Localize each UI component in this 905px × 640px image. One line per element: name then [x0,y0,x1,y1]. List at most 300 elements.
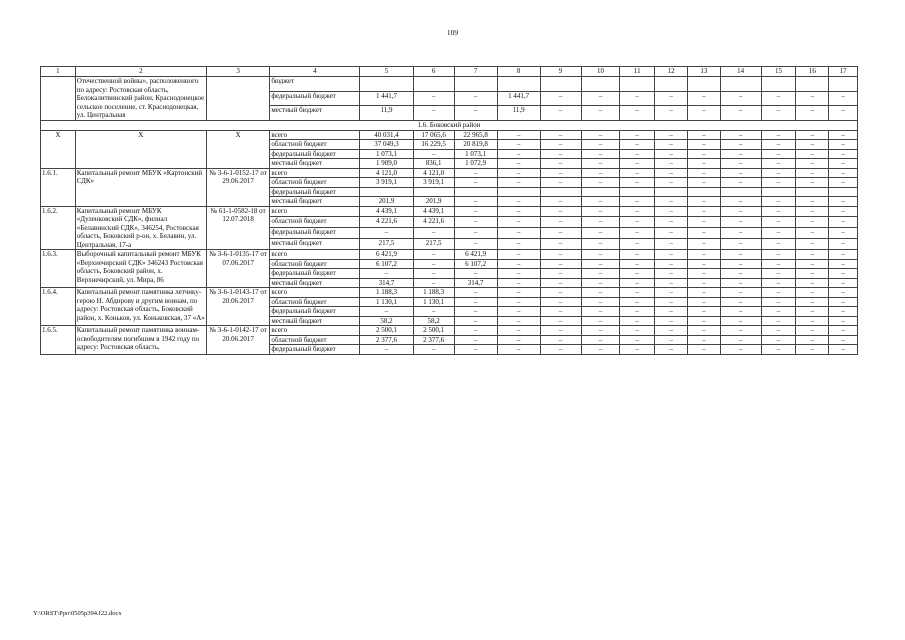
amount-cell: – [454,326,497,336]
amount-cell: – [581,307,620,317]
amount-cell: – [655,149,688,159]
amount-cell: – [620,316,655,326]
amount-cell: – [720,140,761,150]
amount-cell: – [581,206,620,217]
amount-cell: – [620,297,655,307]
amount-cell: – [655,345,688,355]
amount-cell: – [620,269,655,279]
amount-cell: – [720,297,761,307]
amount-cell: 6 421,9 [360,250,413,260]
amount-cell: – [687,307,720,317]
amount-cell: – [454,106,497,121]
amount-cell: – [620,168,655,178]
amount-cell: – [655,217,688,228]
amount-cell: – [655,307,688,317]
amount-cell: 4 121,0 [413,168,454,178]
amount-cell: – [796,278,829,288]
amount-cell: – [581,130,620,140]
amount-cell: – [761,228,796,239]
amount-cell: – [796,250,829,260]
amount-cell: – [655,250,688,260]
amount-cell [497,77,540,92]
summary-row [41,130,858,140]
amount-cell: – [720,217,761,228]
amount-cell: 4 221,6 [413,217,454,228]
amount-cell: – [454,297,497,307]
amount-cell: – [761,130,796,140]
column-number-cell: 3 [206,67,269,77]
amount-cell: 1 130,1 [360,297,413,307]
amount-cell [360,77,413,92]
budget-type-cell: областной бюджет [270,178,360,188]
budget-type-cell: федеральный бюджет [270,269,360,279]
column-number-cell: 14 [720,67,761,77]
amount-cell: – [655,278,688,288]
amount-cell: 1 073,1 [360,149,413,159]
amount-cell: – [829,106,858,121]
amount-cell: – [413,228,454,239]
amount-cell: – [454,345,497,355]
amount-cell: – [360,228,413,239]
amount-cell: – [796,345,829,355]
table-row [41,326,858,336]
amount-cell: 1 441,7 [360,91,413,106]
amount-cell: – [620,159,655,169]
column-number-cell: 11 [620,67,655,77]
amount-cell: – [720,130,761,140]
amount-cell: – [761,288,796,298]
amount-cell: 4 121,0 [360,168,413,178]
amount-cell: – [829,269,858,279]
amount-cell: – [687,149,720,159]
amount-cell: – [687,269,720,279]
amount-cell: – [454,178,497,188]
amount-cell: – [761,259,796,269]
amount-cell: – [829,178,858,188]
amount-cell: – [497,159,540,169]
item-number-cell: 1.6.4. [41,288,76,326]
amount-cell: – [655,259,688,269]
budget-type-cell: местный бюджет [270,278,360,288]
amount-cell: – [540,297,581,307]
district-row [41,120,858,130]
amount-cell: – [454,206,497,217]
amount-cell: – [796,297,829,307]
amount-cell: – [720,106,761,121]
amount-cell: – [620,206,655,217]
budget-type-cell: всего [270,326,360,336]
amount-cell: 2 377,6 [413,335,454,345]
amount-cell: – [497,250,540,260]
amount-cell [720,77,761,92]
amount-cell: – [620,345,655,355]
budget-type-cell: всего [270,250,360,260]
amount-cell: – [581,159,620,169]
amount-cell: – [687,217,720,228]
amount-cell: – [581,168,620,178]
amount-cell [454,187,497,197]
amount-cell: – [540,168,581,178]
amount-cell: – [655,168,688,178]
amount-cell: – [497,149,540,159]
amount-cell: – [497,178,540,188]
amount-cell [413,187,454,197]
table-row [41,168,858,178]
budget-type-cell: областной бюджет [270,217,360,228]
amount-cell: – [581,178,620,188]
amount-cell: – [454,307,497,317]
amount-cell: – [540,288,581,298]
amount-cell: – [796,178,829,188]
amount-cell: – [796,159,829,169]
amount-cell: – [620,130,655,140]
amount-cell: 836,1 [413,159,454,169]
amount-cell: – [720,316,761,326]
document-cell: № 61-1-0582-18 от 12.07.2018 [206,206,269,250]
item-number-cell: 1.6.1. [41,168,76,206]
amount-cell: 1 072,9 [454,159,497,169]
amount-cell: – [655,239,688,250]
amount-cell: – [620,259,655,269]
amount-cell: – [497,307,540,317]
amount-cell: – [687,297,720,307]
budget-type-cell: федеральный бюджет [270,228,360,239]
amount-cell: – [540,197,581,207]
amount-cell: – [540,217,581,228]
amount-cell: – [796,168,829,178]
amount-cell: – [720,250,761,260]
budget-type-cell: всего [270,206,360,217]
amount-cell: – [413,307,454,317]
amount-cell: – [540,259,581,269]
amount-cell: – [581,91,620,106]
amount-cell: – [581,217,620,228]
amount-cell: – [497,288,540,298]
amount-cell: – [581,140,620,150]
amount-cell: – [687,335,720,345]
budget-table [40,66,858,355]
table-row [41,77,858,92]
amount-cell: – [540,178,581,188]
amount-cell: – [497,345,540,355]
amount-cell [581,187,620,197]
budget-type-cell: местный бюджет [270,106,360,121]
amount-cell: – [413,106,454,121]
district-title: 1.6. Боковский район [41,120,858,130]
amount-cell: – [581,269,620,279]
document-cell: № 3-6-1-0143-17 от 20.06.2017 [206,288,269,326]
amount-cell [687,187,720,197]
amount-cell: – [687,168,720,178]
amount-cell: – [620,91,655,106]
budget-type-cell: местный бюджет [270,239,360,250]
amount-cell: 1 073,1 [454,149,497,159]
amount-cell: – [687,140,720,150]
amount-cell: – [540,250,581,260]
amount-cell: – [829,217,858,228]
budget-type-cell: областной бюджет [270,140,360,150]
amount-cell: – [796,149,829,159]
amount-cell: – [620,250,655,260]
amount-cell: – [761,307,796,317]
amount-cell: – [540,206,581,217]
column-number-cell: 2 [75,67,206,77]
amount-cell: – [687,197,720,207]
amount-cell: – [796,140,829,150]
amount-cell: – [540,326,581,336]
amount-cell [655,77,688,92]
amount-cell: – [796,335,829,345]
amount-cell: – [796,228,829,239]
amount-cell: – [720,91,761,106]
amount-cell: – [497,316,540,326]
amount-cell: – [761,326,796,336]
amount-cell: – [454,168,497,178]
amount-cell: – [540,91,581,106]
amount-cell: 4 439,1 [360,206,413,217]
amount-cell: – [540,269,581,279]
amount-cell: – [655,269,688,279]
amount-cell: 11,9 [360,106,413,121]
budget-type-cell: областной бюджет [270,259,360,269]
amount-cell: – [687,316,720,326]
amount-cell: – [581,197,620,207]
amount-cell: – [497,197,540,207]
amount-cell: – [497,297,540,307]
amount-cell: – [454,217,497,228]
amount-cell: – [829,297,858,307]
table-row [41,288,858,298]
amount-cell: – [761,269,796,279]
amount-cell: – [655,197,688,207]
table-row [41,206,858,217]
amount-cell: 37 049,3 [360,140,413,150]
object-name-cell: Выборочный капитальный ремонт МБУК «Верхнечирский СДК» 346243 Ростовская область, Боковский район, х. Верхнечирский, ул. Мира, 86 [75,250,206,288]
amount-cell: – [655,106,688,121]
amount-cell: – [687,228,720,239]
amount-cell: – [655,178,688,188]
amount-cell: – [720,149,761,159]
amount-cell: – [454,288,497,298]
amount-cell: 1 188,3 [360,288,413,298]
amount-cell: – [655,326,688,336]
amount-cell [720,187,761,197]
amount-cell: – [829,130,858,140]
amount-cell: – [620,278,655,288]
amount-cell [796,77,829,92]
amount-cell: – [796,269,829,279]
amount-cell: 2 500,1 [360,326,413,336]
amount-cell: 1 130,1 [413,297,454,307]
amount-cell: – [720,326,761,336]
amount-cell: – [720,159,761,169]
object-name-cell: Капитальный ремонт памятника воинам-освободителям погибшим в 1942 году по адресу: Ростовская область, [75,326,206,355]
budget-type-cell: всего [270,168,360,178]
amount-cell: – [687,91,720,106]
amount-cell: – [655,91,688,106]
amount-cell: – [360,307,413,317]
amount-cell: – [761,250,796,260]
amount-cell: 201,9 [360,197,413,207]
amount-cell: – [829,307,858,317]
amount-cell: – [720,228,761,239]
amount-cell: – [540,278,581,288]
amount-cell: – [497,335,540,345]
budget-type-cell: федеральный бюджет [270,187,360,197]
amount-cell: – [796,197,829,207]
object-name-cell: Отечественной войны», расположенного по адресу: Ростовская область, Белокалитвинский район, Краснодонецкое сельское поселение, ст. Краснодонецкая, ул. Центральная [75,77,206,121]
amount-cell: – [761,159,796,169]
amount-cell: – [687,206,720,217]
amount-cell: – [761,239,796,250]
amount-cell: – [761,297,796,307]
amount-cell: – [761,278,796,288]
amount-cell: – [796,130,829,140]
amount-cell: – [761,206,796,217]
amount-cell [620,77,655,92]
amount-cell: – [761,91,796,106]
amount-cell: – [620,288,655,298]
amount-cell [454,77,497,92]
amount-cell: 6 421,9 [454,250,497,260]
amount-cell: – [497,140,540,150]
amount-cell: – [413,250,454,260]
amount-cell: – [761,197,796,207]
amount-cell: – [454,316,497,326]
page-number: 109 [446,28,459,37]
amount-cell [687,77,720,92]
object-name-cell: Капитальный ремонт МБУК «Дуленковский СДК», филиал «Белавинский СДК», 346254, Ростовская область, Боковский р-он, х. Белавин, ул. Центральная, 17-а [75,206,206,250]
amount-cell: 1 188,3 [413,288,454,298]
amount-cell: 58,2 [360,316,413,326]
column-number-cell: 6 [413,67,454,77]
amount-cell: – [796,106,829,121]
amount-cell: – [761,140,796,150]
summary-x-cell: Х [41,130,76,168]
amount-cell: – [829,159,858,169]
item-number-cell: 1.6.2. [41,206,76,250]
amount-cell: – [829,239,858,250]
amount-cell: – [540,335,581,345]
amount-cell: – [655,130,688,140]
column-number-cell: 17 [829,67,858,77]
amount-cell: 6 107,2 [360,259,413,269]
budget-type-cell: федеральный бюджет [270,149,360,159]
amount-cell: – [581,297,620,307]
column-number-cell: 13 [687,67,720,77]
amount-cell: – [829,316,858,326]
amount-cell: – [720,345,761,355]
amount-cell: 20 819,8 [454,140,497,150]
amount-cell: – [655,140,688,150]
amount-cell: – [796,288,829,298]
amount-cell: – [687,345,720,355]
amount-cell: – [655,228,688,239]
amount-cell: – [796,239,829,250]
amount-cell: – [761,345,796,355]
amount-cell: – [497,269,540,279]
column-number-row [41,67,858,77]
column-number-cell: 5 [360,67,413,77]
amount-cell: – [620,239,655,250]
amount-cell: – [829,168,858,178]
amount-cell: – [454,335,497,345]
amount-cell: 201,9 [413,197,454,207]
table-body [41,67,858,355]
amount-cell: – [720,178,761,188]
amount-cell: – [796,326,829,336]
amount-cell [360,187,413,197]
amount-cell: – [720,206,761,217]
amount-cell: 314,7 [360,278,413,288]
amount-cell: – [581,326,620,336]
amount-cell: – [497,217,540,228]
amount-cell: 3 919,1 [360,178,413,188]
amount-cell: 217,5 [360,239,413,250]
amount-cell: 17 065,6 [413,130,454,140]
column-number-cell: 10 [581,67,620,77]
amount-cell: – [655,297,688,307]
amount-cell: – [540,228,581,239]
amount-cell: – [620,178,655,188]
amount-cell: – [720,269,761,279]
amount-cell: – [829,326,858,336]
amount-cell: 2 500,1 [413,326,454,336]
budget-type-cell: бюджет [270,77,360,92]
amount-cell: 1 909,0 [360,159,413,169]
amount-cell: 2 377,6 [360,335,413,345]
column-number-cell: 1 [41,67,76,77]
amount-cell: – [581,228,620,239]
amount-cell: 217,5 [413,239,454,250]
amount-cell: – [581,278,620,288]
amount-cell: – [829,335,858,345]
amount-cell: – [655,335,688,345]
amount-cell: – [720,168,761,178]
column-number-cell: 16 [796,67,829,77]
document-cell: № 3-6-1-0152-17 от 29.06.2017 [206,168,269,206]
column-number-cell: 4 [270,67,360,77]
column-number-cell: 7 [454,67,497,77]
amount-cell: – [413,91,454,106]
amount-cell: – [497,239,540,250]
amount-cell: – [540,307,581,317]
amount-cell: – [454,197,497,207]
amount-cell: – [454,91,497,106]
amount-cell: – [620,326,655,336]
amount-cell: 22 965,8 [454,130,497,140]
object-name-cell: Капитальный ремонт МБУК «Картонский СДК» [75,168,206,206]
amount-cell: 6 107,2 [454,259,497,269]
amount-cell: – [655,288,688,298]
amount-cell: – [581,335,620,345]
amount-cell: – [620,197,655,207]
summary-x-cell: Х [206,130,269,168]
amount-cell [761,77,796,92]
column-number-cell: 12 [655,67,688,77]
amount-cell: – [540,140,581,150]
amount-cell: – [620,217,655,228]
amount-cell: – [413,345,454,355]
amount-cell: 11,9 [497,106,540,121]
amount-cell: – [540,106,581,121]
amount-cell: – [720,335,761,345]
amount-cell: – [620,228,655,239]
amount-cell: – [796,316,829,326]
amount-cell: – [620,149,655,159]
budget-type-cell: всего [270,130,360,140]
amount-cell: – [761,106,796,121]
